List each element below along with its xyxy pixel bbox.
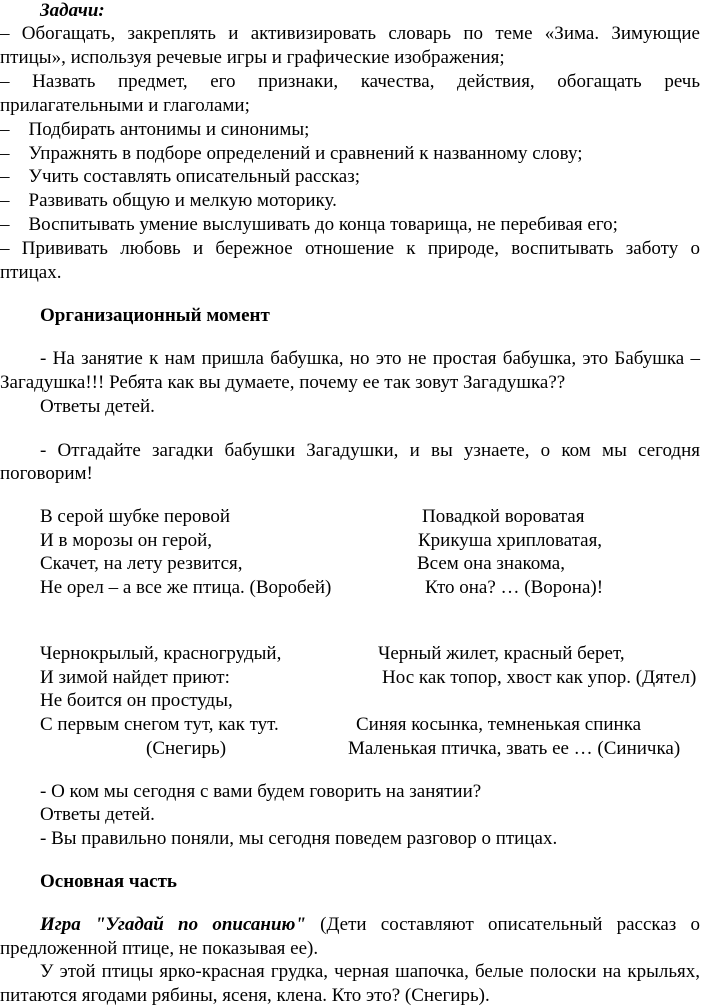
riddle-line: Черный жилет, красный берет, xyxy=(378,643,625,664)
task-item-1-cont: птицы», используя речевые игры и графические изображения; xyxy=(0,47,505,68)
task-item-4: – Упражнять в подборе определений и сравнений к названному слову; xyxy=(0,143,583,164)
tasks-heading: Задачи: xyxy=(40,0,105,21)
task-item-7: – Воспитывать умение выслушивать до конца товарища, не перебивая его; xyxy=(0,214,618,235)
riddle-line: Синяя косынка, темненькая спинка xyxy=(356,714,642,735)
riddle-line: Маленькая птичка, звать ее … (Синичка) xyxy=(348,738,681,759)
task-item-3: – Подбирать антонимы и синонимы; xyxy=(0,119,310,140)
riddle-line: Всем она знакома, xyxy=(417,553,565,574)
riddle-line: Кто она? … (Ворона)! xyxy=(425,577,604,598)
riddle-line: В серой шубке перовой xyxy=(40,506,231,527)
game-paragraph xyxy=(0,914,700,936)
task-item-2: – Назвать предмет, его признаки, качества, действия, обогащать речь xyxy=(0,71,700,92)
org-paragraph-1: - На занятие к нам пришла бабушка, но это не простая бабушка, это Бабушка – xyxy=(40,348,700,369)
closing-question: - О ком мы сегодня с вами будем говорить на занятии? xyxy=(40,781,482,802)
org-answers: Ответы детей. xyxy=(40,396,155,417)
task-item-2-cont: прилагательными и глаголами; xyxy=(0,95,250,116)
game-title: Игра "Угадай по описанию" xyxy=(40,914,306,935)
riddle-line: (Снегирь) xyxy=(146,738,227,759)
closing-answers: Ответы детей. xyxy=(40,804,155,825)
org-paragraph-2-cont: поговорим! xyxy=(0,463,93,484)
riddle-line: Не боится он простуды, xyxy=(40,690,233,711)
riddle-line: Нос как топор, хвост как упор. (Дятел) xyxy=(382,667,697,688)
closing-statement: - Вы правильно поняли, мы сегодня поведем разговор о птицах. xyxy=(40,828,558,849)
task-item-1: – Обогащать, закреплять и активизировать словарь по теме «Зима. Зимующие xyxy=(0,23,700,44)
main-paragraph: У этой птицы ярко-красная грудка, черная шапочка, белые полоски на крыльях, xyxy=(40,961,700,982)
riddle-line: Повадкой вороватая xyxy=(422,506,585,527)
main-paragraph-cont: питаются ягодами рябины, ясеня, клена. Кто это? (Снегирь). xyxy=(0,985,490,1006)
riddle-line: Крикуша хрипловатая, xyxy=(418,530,603,551)
riddle-line: И в морозы он герой, xyxy=(40,530,213,551)
riddle-line: И зимой найдет приют: xyxy=(40,667,230,688)
game-paragraph-cont: предложенной птице, не показывая ее). xyxy=(0,938,319,959)
org-heading: Организационный момент xyxy=(40,305,270,326)
task-item-8: – Прививать любовь и бережное отношение к природе, воспитывать заботу о xyxy=(0,238,700,259)
riddle-line: Чернокрылый, красногрудый, xyxy=(40,643,282,664)
org-paragraph-2: - Отгадайте загадки бабушки Загадушки, и вы узнаете, о ком мы сегодня xyxy=(40,440,700,461)
task-item-8-cont: птицах. xyxy=(0,262,62,283)
main-heading: Основная часть xyxy=(40,871,177,892)
org-paragraph-1-cont: Загадушка!!! Ребята как вы думаете, почему ее так зовут Загадушка?? xyxy=(0,372,566,393)
task-item-6: – Развивать общую и мелкую моторику. xyxy=(0,190,337,211)
game-description: (Дети составляют описательный рассказ о xyxy=(305,914,701,935)
riddle-line: Не орел – а все же птица. (Воробей) xyxy=(40,577,332,598)
riddle-line: С первым снегом тут, как тут. xyxy=(40,714,279,735)
riddle-line: Скачет, на лету резвится, xyxy=(40,553,243,574)
task-item-5: – Учить составлять описательный рассказ; xyxy=(0,166,360,187)
